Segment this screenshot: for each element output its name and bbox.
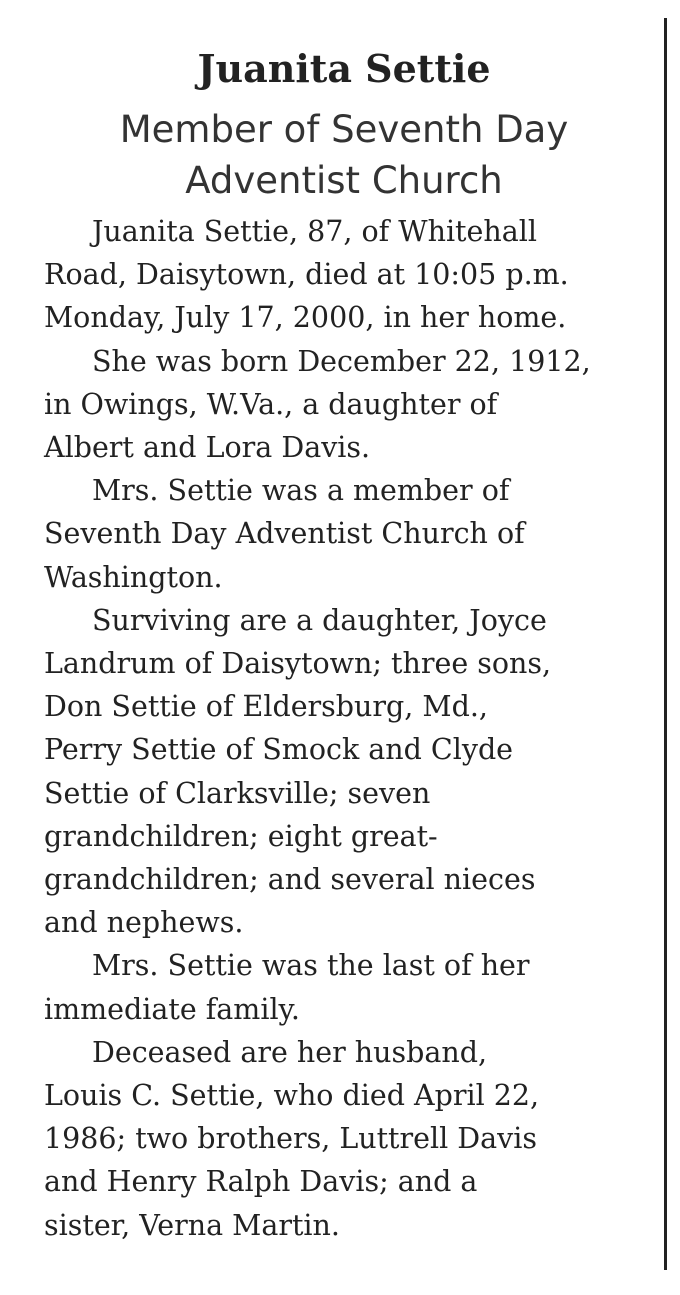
paragraph-last-of-family (44, 944, 644, 1030)
headline: Juanita Settie (197, 46, 491, 91)
text-line: Mrs. Settie was the last of her (92, 949, 530, 983)
paragraph-membership (44, 469, 644, 599)
text-line: Don Settie of Eldersburg, Md., (44, 690, 488, 724)
text-line: in Owings, W.Va., a daughter of (44, 387, 498, 421)
text-line: Perry Settie of Smock and Clyde (44, 733, 514, 767)
subheadline-line: Adventist Church (185, 159, 503, 202)
text-line: Juanita Settie, 87, of Whitehall (92, 215, 537, 248)
text-line: grandchildren; and several nieces (44, 863, 536, 897)
text-line: sister, Verna Martin. (44, 1208, 340, 1242)
text-line: Surviving are a daughter, Joyce (92, 603, 547, 637)
text-line: immediate family. (44, 992, 300, 1026)
text-line: Albert and Lora Davis. (44, 431, 371, 465)
text-line: Road, Daisytown, died at 10:05 p.m. (44, 258, 569, 292)
column-rule (664, 18, 667, 1270)
paragraph-birth (44, 340, 644, 470)
text-line: Seventh Day Adventist Church of (44, 517, 525, 551)
paragraph-death-notice (44, 210, 644, 340)
text-line: Mrs. Settie was a member of (92, 474, 510, 508)
text-line: 1986; two brothers, Luttrell Davis (44, 1122, 537, 1156)
text-line: Deceased are her husband, (92, 1035, 488, 1069)
paragraph-survivors (44, 599, 644, 945)
text-line: Louis C. Settie, who died April 22, (44, 1079, 540, 1113)
text-line: She was born December 22, 1912, (92, 344, 591, 378)
text-line: grandchildren; eight great- (44, 819, 438, 853)
text-line: and nephews. (44, 906, 244, 940)
text-line: and Henry Ralph Davis; and a (44, 1165, 478, 1199)
obituary-article (44, 40, 644, 1247)
subheadline (44, 104, 644, 206)
text-line: Monday, July 17, 2000, in her home. (44, 301, 567, 335)
paragraph-deceased (44, 1031, 644, 1247)
text-line: Settie of Clarksville; seven (44, 776, 431, 810)
subheadline-line: Member of Seventh Day (119, 108, 569, 151)
text-line: Landrum of Daisytown; three sons, (44, 647, 552, 681)
text-line: Washington. (44, 560, 223, 594)
